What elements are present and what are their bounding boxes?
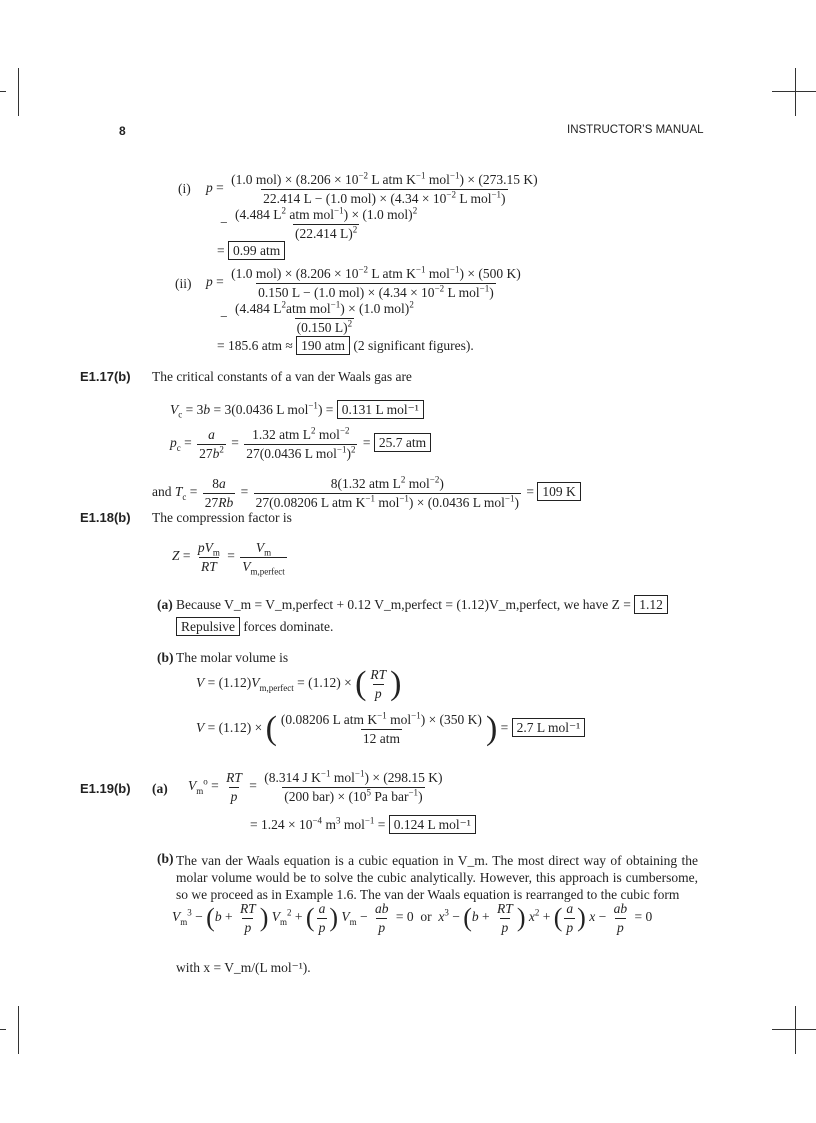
equation-pc: $p_c$ = $\frac{a}{27b^2}$ = $\frac{1.32 atm L^2 mol^{-2}}{27(0.0436 L mol^{-1})^2}$ = 25.7 atm (170, 428, 431, 460)
part-label-b-e118: (b) (157, 650, 174, 665)
equation-i-result-line: = 0.99 atm (217, 244, 285, 258)
page-number: 8 (119, 124, 126, 138)
e119-b-paragraph: The van der Waals equation is a cubic equation in V_m. The most direct way of obtaining the molar volume would be to solve the cubic analytically. However, this approach is cumbersome, so we proceed as in Example 1.6. The van der Waals equation is rearranged to the cubic form (176, 853, 698, 902)
equation-z: Z = $\frac{pV_m}{RT}$ = $\frac{V_m}{V_{m,perfect}}$ (172, 540, 285, 577)
e118-a-line2: Repulsive forces dominate. (176, 620, 333, 634)
crop-mark (18, 1006, 19, 1054)
result-box-v: 2.7 L mol⁻¹ (512, 718, 586, 737)
crop-mark (795, 1006, 796, 1054)
result-box-z: 1.12 (634, 595, 668, 614)
part-label-b-e119: (b) (157, 851, 174, 866)
crop-mark (18, 68, 19, 116)
part-label-ii: (ii) (175, 276, 192, 291)
crop-mark (795, 68, 796, 116)
exercise-label-e119: E1.19(b) (80, 781, 131, 796)
e118-intro: The compression factor is (152, 510, 292, 525)
result-box-i: 0.99 atm (228, 241, 285, 260)
result-box-pc: 25.7 atm (374, 433, 431, 452)
part-label-a-e118: (a) (157, 597, 173, 612)
result-box-tc: 109 K (537, 482, 580, 501)
equation-cubic: $V_m^3 - (b$ + $\frac{RT}{p}$ ) $V_m^2$ + ( $\frac{a}{p}$ ) $V_m$ − $\frac{ab}{p}$ = 0 or $x^3 - (b$ + $\frac{RT}{p}$ ) $x^2$ + ( $\frac{a}{p}$ ) x − $\frac{ab}{p}$ = 0 (172, 901, 653, 935)
equation-ii-main: p = $\frac{(1.0 mol) \times (8.206 \times 10^{-2} L atm K^{-1} mol^{-1}) \times (500 K)}{0.150 L - (1.0 mol) \times (4.34 \times 10^{-2} L mol^{-1})}$ (206, 264, 521, 300)
part-label-a-e119: (a) (152, 781, 168, 796)
equation-v-numeric: V = (1.12) × ( $\frac{(0.08206 L atm K^{-1} mol^{-1}) \times (350 K)}{\text{12 atm}}$ ) = 2.7 L mol⁻¹ (196, 712, 585, 746)
equation-ii-result-line: = 185.6 atm ≈ 190 atm (2 significant figures). (217, 338, 474, 353)
crop-mark (772, 1029, 816, 1030)
equation-ii-correction: − $\frac{(4.484 L^2atm mol^{-1}) \times (1.0 mol)^2}{(0.150 L)^2}$ (220, 299, 414, 335)
part-label-i: (i) (178, 181, 191, 196)
running-title: INSTRUCTOR’S MANUAL (567, 124, 704, 136)
equation-vm-result: = $1.24 \times 10^{-4}$ $m^3$ mol$^{-1}$ = 0.124 L mol⁻¹ (250, 818, 476, 832)
equation-vm-ideal: $V_m^o$ = $\frac{RT}{p}$ = $\frac{(8.314 J K^{-1} mol^{-1}) \times (298.15 K)}{(200 bar) \times (10^5 Pa bar^{-1})}$ (188, 768, 443, 804)
exercise-label-e118: E1.18(b) (80, 510, 131, 525)
crop-mark (772, 91, 816, 92)
repulsive-box: Repulsive (176, 617, 240, 636)
e118-a-text: Because V_m = V_m,perfect + 0.12 V_m,perfect = (1.12)V_m,perfect, we have Z = 1.12 (176, 598, 668, 612)
or-text: or (420, 909, 432, 925)
and-text: and (152, 484, 172, 500)
equation-i-correction: − $\frac{(4.484 L^2 atm mol^{-1}) \times (1.0 mol)^2}{(22.414 L)^2}$ (220, 205, 418, 241)
equation-tc: and $T_c$ = $\frac{8a}{27Rb}$ = $\frac{8(1.32 atm L^2 mol^{-2})}{27(0.08206 L atm K^{-1} mol^{-1}) \times (0.0436 L mol^{-1})}$ = 109 K (152, 477, 581, 509)
crop-mark (0, 1029, 6, 1030)
e119-with-text: with x = V_m/(L mol⁻¹). (176, 960, 311, 975)
equation-i-main: p = $\frac{(1.0 mol) \times (8.206 \times 10^{-2} L atm K^{-1} mol^{-1}) \times (273.15 K)}{22.414 L - (1.0 mol) \times (4.34 \times 10^{-2} L mol^{-1})}$ (206, 170, 538, 206)
result-approx-ii: 185.6 atm ≈ (228, 338, 293, 353)
e118-b-text: The molar volume is (176, 650, 289, 665)
equation-v-molar: $V = (1.12)V_{m,perfect} = (1.12)$ × ( $\frac{RT}{p}$ ) (196, 665, 402, 702)
equation-vc: $V_c = 3b = 3(0.0436$ L mol$^{-1}$) = 0.131 L mol⁻¹ (170, 403, 424, 417)
result-note-ii: (2 significant figures). (353, 338, 474, 353)
result-box-vc: 0.131 L mol⁻¹ (337, 400, 424, 419)
crop-mark (0, 91, 6, 92)
result-box-ii: 190 atm (296, 336, 350, 355)
e117-intro: The critical constants of a van der Waals gas are (152, 369, 412, 384)
exercise-label-e117: E1.17(b) (80, 369, 131, 384)
result-box-vm: 0.124 L mol⁻¹ (389, 815, 476, 834)
